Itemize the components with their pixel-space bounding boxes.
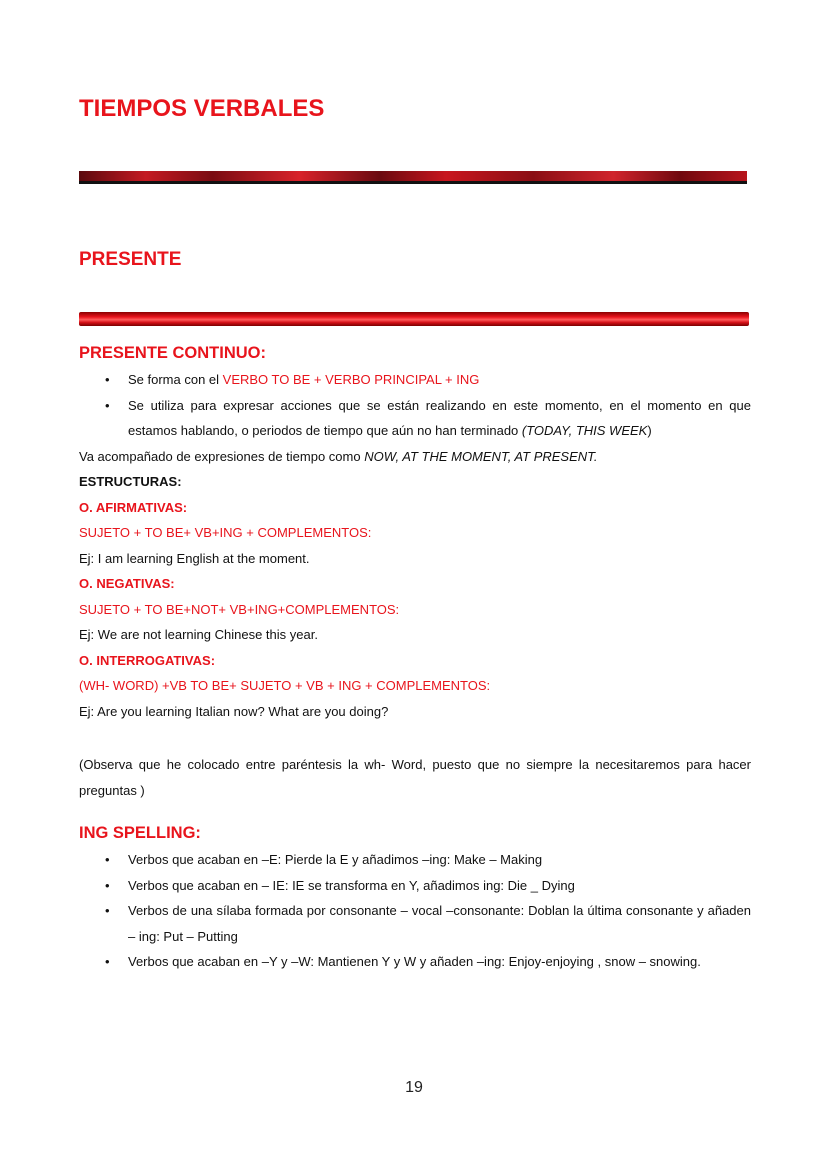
heading-presente-continuo: PRESENTE CONTINUO:: [79, 344, 267, 362]
accomp-text: Va acompañado de expresiones de tiempo como: [79, 449, 365, 464]
heading-ing-spelling: ING SPELLING:: [79, 824, 201, 842]
list-item: • Verbos que acaban en – IE: IE se transforma en Y, añadimos ing: Die _ Dying: [79, 873, 751, 899]
accompaniment-line: [79, 444, 751, 470]
negativas-label: O. NEGATIVAS:: [79, 576, 175, 591]
negativas-example: Ej: We are not learning Chinese this year.: [79, 627, 318, 642]
list-item: • Verbos que acaban en –E: Pierde la E y añadimos –ing: Make – Making: [79, 847, 751, 873]
decorative-divider-red-bar: [79, 312, 749, 326]
interrogativas-example: Ej: Are you learning Italian now? What are you doing?: [79, 704, 389, 719]
afirmativas-example: Ej: I am learning English at the moment.: [79, 551, 310, 566]
bullet-formula: VERBO TO BE + VERBO PRINCIPAL + ING: [222, 372, 480, 387]
list-item: • Verbos de una sílaba formada por consonante – vocal –consonante: Doblan la última consonante y añaden – ing: Put – Putting: [79, 898, 751, 949]
ing-spelling-bullets: [79, 847, 751, 975]
page-title: TIEMPOS VERBALES: [79, 95, 325, 122]
wh-word-note: (Observa que he colocado entre paréntesis la wh- Word, puesto que no siempre la necesitaremos para hacer preguntas ): [79, 757, 751, 798]
interrogativas-formula: (WH- WORD) +VB TO BE+ SUJETO + VB + ING + COMPLEMENTOS:: [79, 678, 491, 693]
accomp-italic: NOW, AT THE MOMENT, AT PRESENT.: [364, 449, 598, 464]
list-item: • Verbos que acaban en –Y y –W: Mantienen Y y W y añaden –ing: Enjoy-enjoying , snow – snowing.: [79, 949, 751, 975]
bullet-text: Se utiliza para expresar acciones que se están realizando en este momento, en el momento en que estamos hablando, o periodos de tiempo que aún no han terminado: [128, 397, 751, 438]
presente-continuo-bullets: [79, 367, 751, 444]
decorative-divider-textured: [79, 171, 747, 184]
section-heading-presente: PRESENTE: [79, 249, 182, 270]
list-item: [79, 393, 751, 444]
list-item: [79, 367, 751, 393]
interrogativas-label: O. INTERROGATIVAS:: [79, 653, 216, 668]
afirmativas-label: O. AFIRMATIVAS:: [79, 500, 188, 515]
bullet-end: ): [647, 423, 652, 438]
bullet-italic: (TODAY, THIS WEEK: [521, 423, 648, 438]
page-number: 19: [405, 1079, 423, 1096]
afirmativas-formula: SUJETO + TO BE+ VB+ING + COMPLEMENTOS:: [79, 525, 372, 540]
bullet-text: Se forma con el: [128, 372, 223, 387]
negativas-formula: SUJETO + TO BE+NOT+ VB+ING+COMPLEMENTOS:: [79, 602, 400, 617]
estructuras-label: ESTRUCTURAS:: [79, 474, 182, 489]
